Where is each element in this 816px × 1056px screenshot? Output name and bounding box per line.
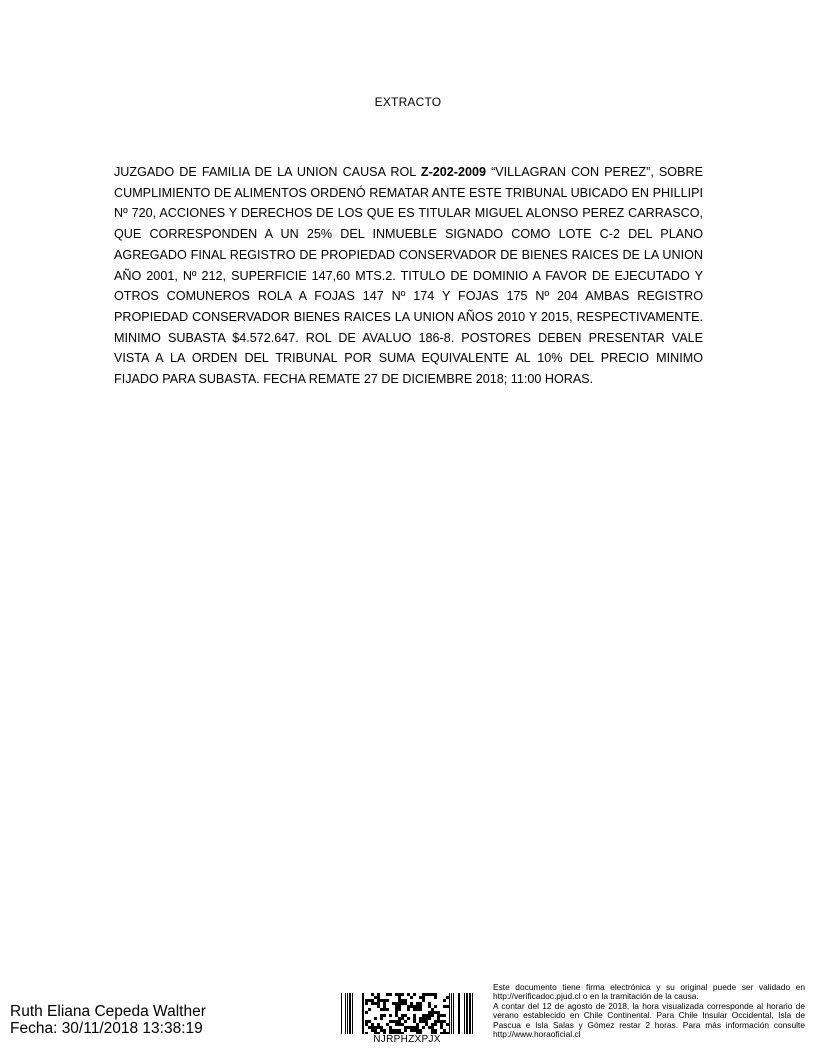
barcode-cell: [425, 1017, 428, 1020]
barcode-cell: [404, 999, 407, 1002]
barcode-cell: [422, 996, 425, 999]
barcode-cell: [389, 1020, 392, 1023]
barcode-cell: [404, 1029, 407, 1032]
barcode-cell: [389, 1014, 392, 1017]
barcode-cell: [410, 996, 413, 999]
barcode-cell: [431, 1029, 434, 1032]
barcode-bar: [349, 993, 351, 1034]
barcode-cell: [386, 999, 389, 1002]
barcode-cell: [395, 1011, 398, 1014]
barcode-cell: [410, 1005, 413, 1008]
barcode-cell: [440, 1023, 443, 1026]
barcode-cell: [443, 999, 446, 1002]
barcode-cell: [386, 1008, 389, 1011]
barcode-cell: [398, 1023, 401, 1026]
barcode-cell: [419, 1002, 422, 1005]
barcode-cell: [401, 999, 404, 1002]
barcode-cell: [413, 1014, 416, 1017]
barcode-cell: [377, 993, 380, 996]
barcode-bar: [464, 993, 465, 1034]
barcode-cell: [395, 1014, 398, 1017]
barcode-cell: [407, 993, 410, 996]
barcode-cell: [413, 1017, 416, 1020]
notice-timezone: A contar del 12 de agosto de 2018, la hora visualizada corresponde al horario de verano establecido en Chile Continental. Para Chile Insular Occidental, Isla de Pascua e Isla Salas y Gómez restar 2 horas. Para más información consulte http://www.horaoficial.cl: [493, 1000, 805, 1040]
barcode-cell: [377, 1002, 380, 1005]
barcode-cell: [401, 1023, 404, 1026]
barcode-cell: [392, 1002, 395, 1005]
barcode-cell: [365, 1011, 368, 1014]
barcode-cell: [419, 1029, 422, 1032]
barcode-cell: [377, 999, 380, 1002]
barcode-cell: [398, 1017, 401, 1020]
barcode-cell: [395, 993, 398, 996]
barcode-cell: [416, 1029, 419, 1032]
barcode-cell: [365, 1020, 368, 1023]
barcode-cell: [443, 1029, 446, 1032]
barcode-cell: [377, 1023, 380, 1026]
barcode-cell: [437, 1011, 440, 1014]
barcode-cell: [440, 1014, 443, 1017]
barcode-cell: [365, 1002, 368, 1005]
barcode-cell: [383, 999, 386, 1002]
barcode-cell: [398, 1008, 401, 1011]
barcode-cell: [440, 1026, 443, 1029]
barcode-cell: [410, 1026, 413, 1029]
barcode-cell: [401, 1002, 404, 1005]
barcode-cell: [383, 1014, 386, 1017]
barcode-cell: [422, 999, 425, 1002]
barcode-cell: [368, 1008, 371, 1011]
barcode-cell: [413, 993, 416, 996]
barcode-cell: [404, 1020, 407, 1023]
barcode-cell: [398, 999, 401, 1002]
barcode-cell: [413, 1026, 416, 1029]
barcode-bar: [352, 993, 353, 1034]
barcode-cell: [368, 1026, 371, 1029]
barcode-cell: [380, 1008, 383, 1011]
barcode-cell: [368, 1020, 371, 1023]
barcode-cell: [377, 996, 380, 999]
barcode-cell: [374, 1029, 377, 1032]
barcode-cell: [446, 1023, 449, 1026]
barcode-cell: [434, 1005, 437, 1008]
barcode-cell: [401, 1017, 404, 1020]
signer-name: Ruth Eliana Cepeda Walther: [10, 1003, 206, 1020]
barcode-cell: [413, 1005, 416, 1008]
barcode-cell: [434, 1011, 437, 1014]
signature-date: Fecha: 30/11/2018 13:38:19: [10, 1020, 203, 1037]
barcode-cell: [428, 1014, 431, 1017]
barcode-cell: [383, 1029, 386, 1032]
barcode-cell: [383, 1008, 386, 1011]
barcode-cell: [395, 1005, 398, 1008]
barcode-cell: [416, 1008, 419, 1011]
barcode-graphic: [341, 993, 473, 1034]
barcode-cell: [389, 1026, 392, 1029]
barcode-cell: [434, 993, 437, 996]
barcode-cell: [431, 1023, 434, 1026]
barcode-cell: [437, 1017, 440, 1020]
barcode-cell: [422, 1020, 425, 1023]
barcode-cell: [398, 993, 401, 996]
barcode-cell: [425, 1014, 428, 1017]
barcode-cell: [416, 1023, 419, 1026]
barcode-cell: [392, 1020, 395, 1023]
barcode-cell: [434, 1023, 437, 1026]
barcode-cell: [371, 1002, 374, 1005]
barcode-cell: [443, 1020, 446, 1023]
barcode-bar: [466, 993, 468, 1034]
barcode-cell: [377, 1005, 380, 1008]
barcode-cell: [446, 996, 449, 999]
barcode-cell: [413, 1020, 416, 1023]
barcode-cell: [419, 1008, 422, 1011]
barcode-cell: [374, 1026, 377, 1029]
barcode-cell: [443, 1014, 446, 1017]
barcode-cell: [425, 993, 428, 996]
barcode-cell: [431, 1026, 434, 1029]
barcode-cell: [437, 1014, 440, 1017]
barcode-cell: [413, 1029, 416, 1032]
barcode-cell: [386, 993, 389, 996]
barcode-cell: [416, 1005, 419, 1008]
barcode-bar: [345, 993, 346, 1034]
extract-body: [114, 162, 703, 390]
body-text-intro: JUZGADO DE FAMILIA DE LA UNION CAUSA ROL: [114, 165, 421, 179]
barcode-cell: [365, 1023, 368, 1026]
barcode-cell: [377, 1026, 380, 1029]
barcode-cell: [428, 993, 431, 996]
barcode-cell: [401, 1014, 404, 1017]
barcode-cell: [422, 1014, 425, 1017]
barcode-cell: [404, 1002, 407, 1005]
barcode-cell: [398, 1005, 401, 1008]
barcode-cell: [428, 1002, 431, 1005]
barcode-bar: [472, 993, 473, 1034]
barcode-cell: [395, 1023, 398, 1026]
barcode-cell: [431, 1011, 434, 1014]
barcode-cell: [431, 1014, 434, 1017]
barcode-cell: [431, 1008, 434, 1011]
barcode-cell: [419, 1020, 422, 1023]
barcode-cell: [395, 1002, 398, 1005]
barcode-cell: [398, 1020, 401, 1023]
barcode-cell: [428, 1017, 431, 1020]
barcode-cell: [398, 1002, 401, 1005]
barcode-cell: [410, 1002, 413, 1005]
barcode-cell: [389, 1029, 392, 1032]
barcode-cell: [407, 1008, 410, 1011]
barcode-cell: [380, 1017, 383, 1020]
barcode-cell: [380, 999, 383, 1002]
case-number: Z-202-2009: [420, 165, 486, 179]
barcode-bar: [453, 993, 454, 1034]
barcode-cell: [419, 1005, 422, 1008]
barcode-cell: [368, 999, 371, 1002]
barcode-cell: [416, 1002, 419, 1005]
barcode-cell: [434, 1029, 437, 1032]
barcode-cell: [407, 1026, 410, 1029]
barcode-cell: [380, 1014, 383, 1017]
barcode-bar: [362, 993, 364, 1034]
barcode-cell: [428, 1011, 431, 1014]
barcode-cell: [404, 1026, 407, 1029]
barcode-cell: [434, 1020, 437, 1023]
barcode-cell: [401, 993, 404, 996]
barcode-cell: [416, 1026, 419, 1029]
barcode-cell: [386, 1023, 389, 1026]
barcode-cell: [422, 1017, 425, 1020]
barcode-cell: [380, 1026, 383, 1029]
barcode-bar: [469, 993, 471, 1034]
barcode-bar: [458, 993, 460, 1034]
document-title: EXTRACTO: [374, 95, 442, 109]
barcode-cell: [374, 1017, 377, 1020]
signature-block: [10, 1003, 206, 1037]
barcode-cell: [425, 1020, 428, 1023]
barcode-cell: [398, 1029, 401, 1032]
barcode-cell: [365, 999, 368, 1002]
barcode-cell: [395, 1008, 398, 1011]
barcode-cell: [374, 996, 377, 999]
barcode-cell: [443, 1005, 446, 1008]
barcode-cell: [392, 1029, 395, 1032]
barcode-cell: [398, 996, 401, 999]
barcode-cell: [407, 1005, 410, 1008]
barcode-cell: [371, 1029, 374, 1032]
barcode-cell: [440, 1020, 443, 1023]
barcode-cell: [389, 993, 392, 996]
barcode-cell: [383, 1005, 386, 1008]
barcode-bar: [449, 993, 450, 1034]
barcode-cell: [407, 1017, 410, 1020]
barcode-cell: [395, 1029, 398, 1032]
barcode-cell: [425, 1023, 428, 1026]
barcode-code: NJRPHZXPJX: [373, 1034, 441, 1045]
barcode-cell: [428, 1005, 431, 1008]
barcode-bar: [451, 993, 452, 1034]
barcode-cell: [380, 1029, 383, 1032]
barcode-cell: [419, 996, 422, 999]
notice-verification: Este documento tiene firma electrónica y su original puede ser validado en http://verificadoc.pjud.cl o en la tramitación de la causa.: [493, 982, 805, 1002]
barcode-cell: [383, 1002, 386, 1005]
barcode-cell: [371, 993, 374, 996]
barcode-cell: [428, 1026, 431, 1029]
barcode-cell: [404, 1014, 407, 1017]
barcode-cell: [419, 1017, 422, 1020]
barcode-bar: [341, 993, 342, 1034]
barcode-cell: [446, 1005, 449, 1008]
barcode-cell: [395, 1020, 398, 1023]
barcode-cell: [434, 996, 437, 999]
barcode-cell: [431, 993, 434, 996]
electronic-signature-notice: [493, 983, 805, 1039]
barcode-cell: [371, 1023, 374, 1026]
barcode-bar: [347, 993, 348, 1034]
barcode-cell: [413, 1008, 416, 1011]
barcode-cell: [422, 1026, 425, 1029]
barcode-cell: [371, 1026, 374, 1029]
body-text-main: “VILLAGRAN CON PEREZ”, SOBRE CUMPLIMIENTO DE ALIMENTOS ORDENÓ REMATAR ANTE ESTE TRIBUNAL UBICADO EN PHILLIPI Nº 720, ACCIONES Y DERECHOS DE LOS QUE ES TITULAR MIGUEL ALONSO PEREZ CARRASCO, QUE CORRESPONDEN A UN 25% DEL INMUEBLE SIGNADO COMO LOTE C-2 DEL PLANO AGREGADO FINAL REGISTRO DE PROPIEDAD CONSERVADOR DE BIENES RAICES DE LA UNION AÑO 2001, Nº 212, SUPERFICIE 147,60 MTS.2. TITULO DE DOMINIO A FAVOR DE EJECUTADO Y OTROS COMUNEROS ROLA A FOJAS 147 Nº 174 Y FOJAS 175 Nº 204 AMBAS REGISTRO PROPIEDAD CONSERVADOR BIENES RAICES LA UNION AÑOS 2010 Y 2015, RESPECTIVAMENTE. MINIMO SUBASTA $4.572.647. ROL DE AVALUO 186-8. POSTORES DEBEN PRESENTAR VALE VISTA A LA ORDEN DEL TRIBUNAL POR SUMA EQUIVALENTE AL 10% DEL PRECIO MINIMO FIJADO PARA SUBASTA. FECHA REMATE 27 DE DICIEMBRE 2018; 11:00 HORAS.: [114, 165, 704, 387]
barcode-cell: [374, 1002, 377, 1005]
barcode-cell: [410, 1029, 413, 1032]
barcode-cell: [437, 1020, 440, 1023]
barcode-cell: [422, 993, 425, 996]
barcode-cell: [371, 999, 374, 1002]
